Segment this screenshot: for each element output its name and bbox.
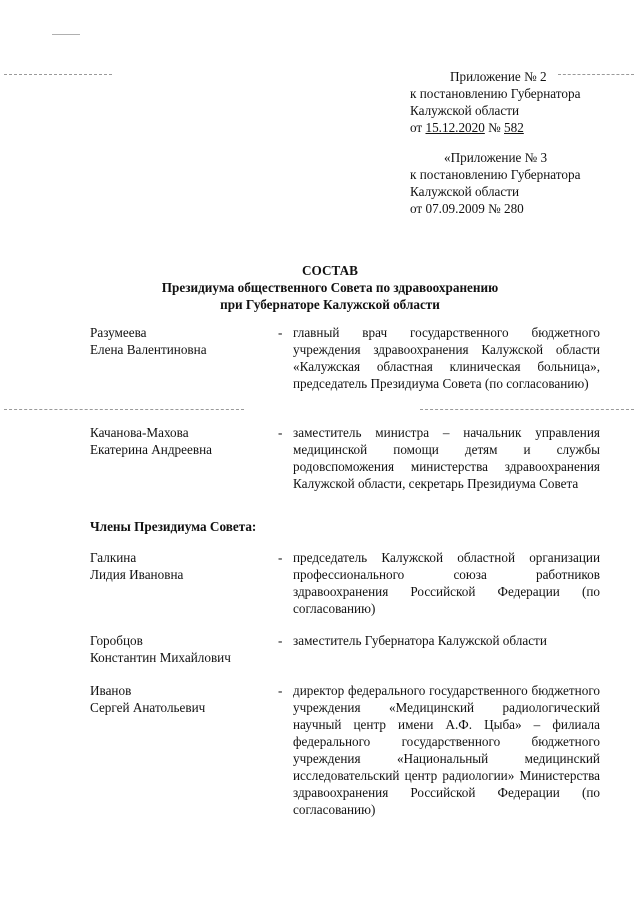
member-given-name: Елена Валентиновна bbox=[90, 342, 207, 357]
appendix-date-line: от 15.12.2020 № 582 bbox=[410, 120, 524, 135]
member-name bbox=[90, 324, 283, 358]
member-surname: Галкина bbox=[90, 550, 137, 565]
member-role: председатель Калужской областной организации профессионального союза работников здравоохранения Российской Федерации (по согласованию) bbox=[293, 550, 600, 616]
members-heading: Члены Президиума Совета: bbox=[90, 519, 257, 534]
member-surname: Качанова-Махова bbox=[90, 425, 189, 440]
title-line-1: СОСТАВ bbox=[302, 263, 358, 278]
member-dash: - bbox=[278, 550, 283, 565]
member-given-name: Сергей Анатольевич bbox=[90, 700, 206, 715]
member-dash: - bbox=[278, 325, 283, 340]
member-given-name: Екатерина Андреевна bbox=[90, 442, 212, 457]
appendix-number: «Приложение № 3 bbox=[444, 150, 548, 165]
scan-artifact-line bbox=[52, 34, 80, 35]
member-name bbox=[90, 424, 283, 458]
appendix-date-line: от 07.09.2009 № 280 bbox=[410, 201, 524, 216]
appendix-date: 15.12.2020 bbox=[425, 120, 485, 135]
appendix-reference: к постановлению Губернатора bbox=[410, 86, 581, 101]
appendix-region: Калужской области bbox=[410, 103, 520, 118]
member-surname: Иванов bbox=[90, 683, 132, 698]
title-line-3: при Губернаторе Калужской области bbox=[220, 297, 440, 312]
member-role: заместитель министра – начальник управления медицинской помощи детям и службы родовспоможения министерства здравоохранения Калужской области, секретарь Президиума Совета bbox=[293, 425, 600, 491]
member-dash: - bbox=[278, 425, 283, 440]
member-role: директор федерального государственного бюджетного учреждения «Медицинский радиологический научный центр имени А.Ф. Цыба» – филиала федерального государственного бюджетного учреждения «Национальный медицинский исследовательский центр радиологии» Министерства здравоохранения Российской Федерации (по согласованию) bbox=[293, 683, 600, 817]
scan-artifact-line bbox=[4, 409, 244, 410]
member-name bbox=[90, 632, 283, 666]
document-title bbox=[60, 262, 600, 313]
member-role: главный врач государственного бюджетного учреждения здравоохранения Калужской области «Калужская областная клиническая больница», председатель Президиума Совета (по согласованию) bbox=[293, 325, 600, 391]
member-dash: - bbox=[278, 633, 283, 648]
title-line-2: Президиума общественного Совета по здравоохранению bbox=[161, 280, 499, 295]
member-given-name: Лидия Ивановна bbox=[90, 567, 184, 582]
scan-artifact-line bbox=[420, 409, 634, 410]
appendix-header-previous bbox=[410, 149, 638, 217]
appendix-number: Приложение № 2 bbox=[450, 69, 547, 84]
appendix-region: Калужской области bbox=[410, 184, 520, 199]
member-role: заместитель Губернатора Калужской области bbox=[293, 633, 547, 648]
member-surname: Разумеева bbox=[90, 325, 147, 340]
member-name bbox=[90, 682, 283, 716]
member-name bbox=[90, 549, 283, 583]
member-dash: - bbox=[278, 683, 283, 698]
scan-artifact-line bbox=[4, 74, 112, 75]
appendix-decree-number: 582 bbox=[504, 120, 524, 135]
appendix-reference: к постановлению Губернатора bbox=[410, 167, 581, 182]
member-given-name: Константин Михайлович bbox=[90, 650, 231, 665]
appendix-header-current bbox=[410, 68, 638, 136]
member-surname: Горобцов bbox=[90, 633, 143, 648]
